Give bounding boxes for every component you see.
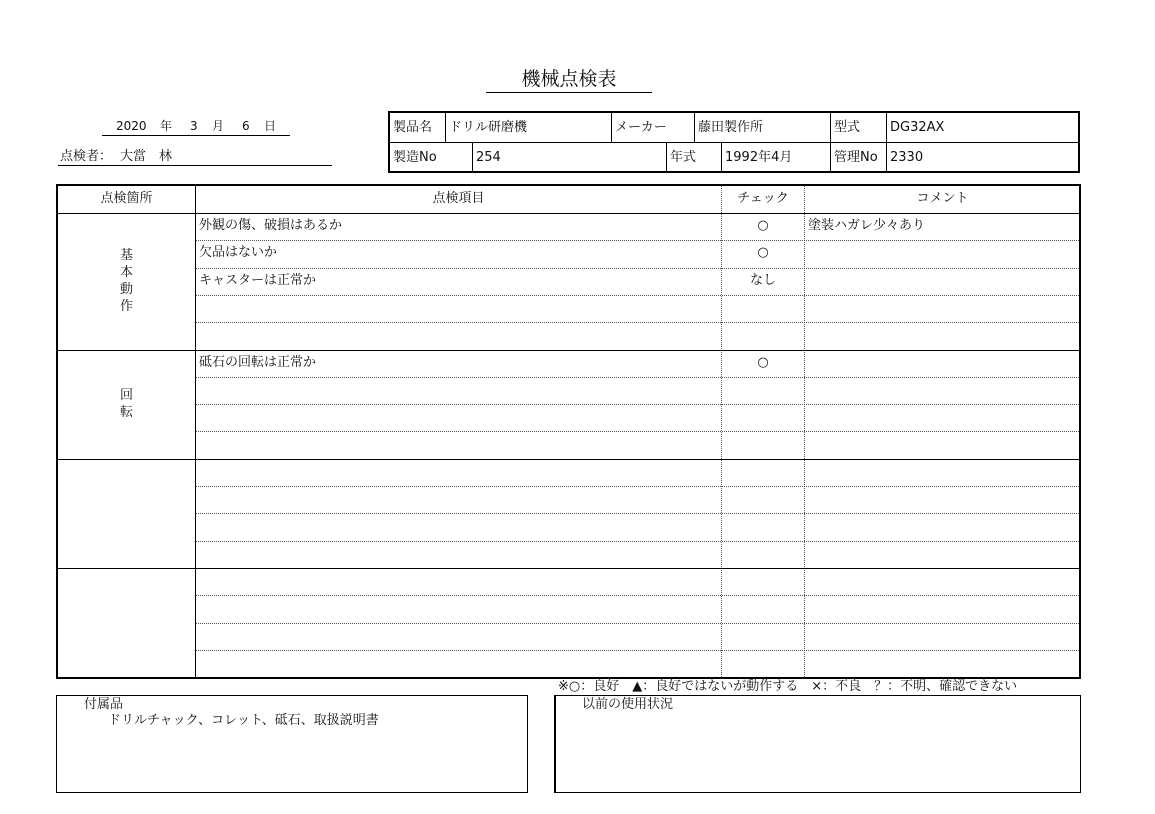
accessories-box [56,695,528,793]
section-category-char: 回 [119,388,133,404]
management-no-value: 2330 [890,150,924,165]
previous-usage-label: 以前の使用状況 [582,697,674,712]
check-mark [722,541,804,567]
date-month-unit: 月 [212,119,225,133]
row-separator [196,486,1079,487]
check-mark: ○ [757,354,769,370]
check-mark [722,650,804,676]
inspector-name: 大當 林 [120,149,173,164]
section-category-char: 基 [119,248,133,264]
check-mark [722,595,804,621]
maker-name: 藤田製作所 [698,120,764,135]
row-separator [196,377,1079,378]
check-mark [722,377,804,403]
section-separator [58,568,1079,569]
product-info-table [388,111,1080,173]
section-category-char: 動 [119,282,133,298]
maker-label: メーカー [615,120,667,135]
check-mark: なし [749,272,776,288]
section-category [58,387,195,421]
row-separator [196,268,1079,269]
date-year: 2020 [116,119,147,133]
check-mark [722,295,804,321]
year-value: 1992年4月 [725,150,793,165]
row-separator [196,650,1079,651]
header-item: 点検項目 [432,191,485,206]
accessories-label: 付属品 [84,697,124,712]
row-separator [196,595,1079,596]
product-name: ドリル研磨機 [449,120,528,135]
check-mark: ○ [757,245,769,261]
check-mark [722,568,804,594]
row-separator [196,322,1079,323]
row-separator [196,541,1079,542]
header-location: 点検箇所 [100,191,153,206]
check-mark [722,322,804,348]
product-info-row-1 [390,113,1078,143]
row-separator [196,513,1079,514]
section-category-char: 本 [119,265,133,281]
check-mark: ○ [757,218,769,233]
comment-text: 塗装ハガレ少々あり [808,218,926,233]
product-name-label: 製品名 [393,120,433,135]
date-month: 3 [190,119,198,133]
header-comment: コメント [916,191,969,206]
inspection-item: 外観の傷、破損はあるか [199,218,343,233]
year-label: 年式 [670,150,697,165]
check-mark [722,431,804,457]
row-separator [196,240,1079,241]
date-day: 6 [242,119,250,133]
date-day-unit: 日 [264,119,277,133]
serial-value: 254 [476,150,501,165]
model-label: 型式 [834,120,861,135]
section-category [58,247,195,315]
inspection-table [56,184,1081,679]
check-mark [722,513,804,539]
product-info-row-2 [390,143,1078,172]
date-year-unit: 年 [160,119,173,133]
section-category-char: 転 [119,405,133,421]
row-separator [196,431,1079,432]
management-no-label: 管理No [834,150,878,165]
inspection-item: 欠品はないか [199,245,278,261]
serial-label: 製造No [393,150,437,165]
row-separator [196,404,1079,405]
page-title: 機械点検表 [486,66,652,93]
row-separator [196,295,1079,296]
check-legend: ※○：良好 ▲：良好ではないが動作する ×：不良 ？：不明、確認できない [558,679,1018,694]
inspection-item: 砥石の回転は正常か [199,354,317,370]
inspector-line [58,148,332,166]
check-mark [722,623,804,649]
check-mark [722,486,804,512]
inspection-item: キャスターは正常か [199,272,317,288]
inspection-date [102,118,290,136]
model-value: DG32AX [890,120,945,135]
previous-usage-box [554,695,1081,793]
section-separator [58,459,1079,460]
row-separator [196,623,1079,624]
section-category-char: 作 [119,299,133,315]
check-mark [722,404,804,430]
inspector-label: 点検者： [60,149,113,164]
header-check: チェック [737,191,789,206]
accessories-text: ドリルチャック、コレット、砥石、取扱説明書 [108,713,379,728]
check-mark [722,459,804,485]
